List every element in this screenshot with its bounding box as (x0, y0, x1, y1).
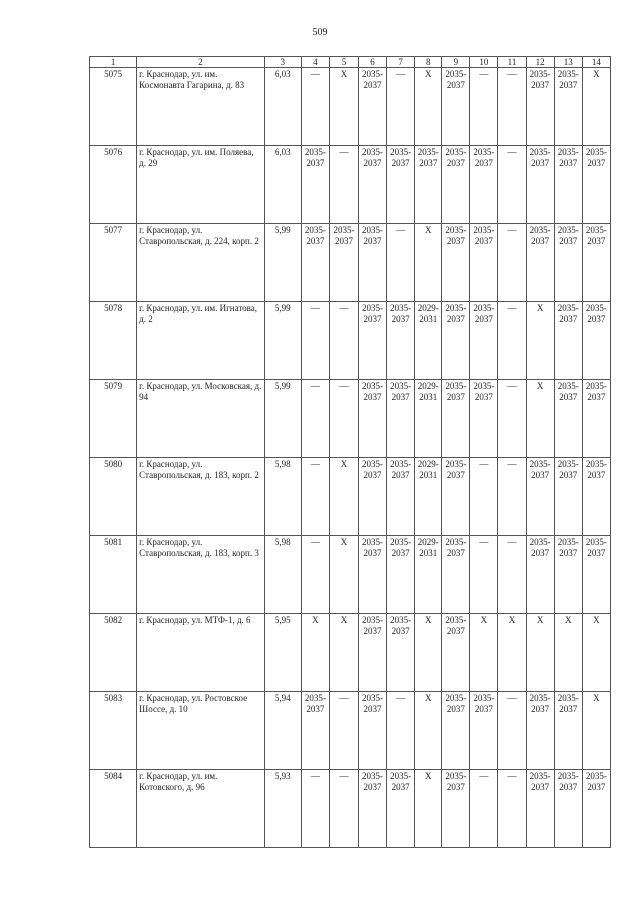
period-cell: 2029-2031 (415, 302, 442, 380)
column-header: 12 (526, 57, 554, 68)
period-cell: 2035-2037 (582, 380, 610, 458)
period-cell: 2035-2037 (301, 692, 329, 770)
period-cell: 2035-2037 (442, 770, 470, 848)
period-cell: 2035-2037 (470, 692, 498, 770)
value-cell: 5,99 (264, 302, 301, 380)
period-cell: — (329, 770, 358, 848)
period-cell: 2035-2037 (442, 536, 470, 614)
period-cell: — (470, 68, 498, 146)
period-cell: 2035-2037 (554, 380, 582, 458)
period-cell: Х (415, 224, 442, 302)
period-cell: 2035-2037 (359, 380, 387, 458)
period-cell: 2035-2037 (582, 146, 610, 224)
period-cell: 2035-2037 (526, 536, 554, 614)
column-header: 4 (301, 57, 329, 68)
period-cell: 2035-2037 (582, 302, 610, 380)
column-header: 5 (329, 57, 358, 68)
period-cell: 2035-2037 (387, 536, 415, 614)
period-cell: 2035-2037 (526, 224, 554, 302)
period-cell: — (498, 770, 526, 848)
period-cell: 2029-2031 (415, 380, 442, 458)
period-cell: 2035-2037 (359, 224, 387, 302)
period-cell: 2035-2037 (387, 302, 415, 380)
period-cell: — (301, 68, 329, 146)
row-number: 5075 (90, 68, 137, 146)
period-cell: — (498, 692, 526, 770)
period-cell: 2035-2037 (387, 770, 415, 848)
address-cell: г. Краснодар, ул. им. Игнатова, д. 2 (137, 302, 264, 380)
period-cell: 2035-2037 (526, 68, 554, 146)
period-cell: 2035-2037 (526, 458, 554, 536)
address-cell: г. Краснодар, ул. им. Котовского, д. 96 (137, 770, 264, 848)
column-header: 7 (387, 57, 415, 68)
column-header: 9 (442, 57, 470, 68)
period-cell: — (301, 536, 329, 614)
period-cell: Х (415, 770, 442, 848)
period-cell: Х (329, 536, 358, 614)
value-cell: 6,03 (264, 146, 301, 224)
table-body (90, 57, 611, 848)
period-cell: — (387, 68, 415, 146)
period-cell: 2035-2037 (526, 146, 554, 224)
period-cell: Х (415, 614, 442, 692)
period-cell: — (301, 458, 329, 536)
period-cell: 2035-2037 (554, 536, 582, 614)
column-header: 6 (359, 57, 387, 68)
period-cell: 2035-2037 (442, 458, 470, 536)
value-cell: 5,99 (264, 380, 301, 458)
column-header: 10 (470, 57, 498, 68)
period-cell: — (498, 536, 526, 614)
period-cell: Х (329, 68, 358, 146)
period-cell: 2029-2031 (415, 458, 442, 536)
column-header: 2 (137, 57, 264, 68)
period-cell: 2035-2037 (387, 458, 415, 536)
period-cell: Х (301, 614, 329, 692)
period-cell: 2035-2037 (526, 770, 554, 848)
period-cell: 2035-2037 (415, 146, 442, 224)
address-cell: г. Краснодар, ул. МТФ-1, д. 6 (137, 614, 264, 692)
row-number: 5078 (90, 302, 137, 380)
period-cell: — (498, 224, 526, 302)
period-cell: 2035-2037 (442, 692, 470, 770)
period-cell: Х (554, 614, 582, 692)
page-number: 509 (312, 27, 328, 38)
period-cell: — (329, 380, 358, 458)
period-cell: 2035-2037 (442, 146, 470, 224)
period-cell: 2035-2037 (359, 614, 387, 692)
period-cell: 2035-2037 (470, 380, 498, 458)
period-cell: Х (498, 614, 526, 692)
period-cell: 2029-2031 (415, 536, 442, 614)
address-cell: г. Краснодар, ул. Московская, д. 94 (137, 380, 264, 458)
address-cell: г. Краснодар, ул. Ростовское Шоссе, д. 10 (137, 692, 264, 770)
row-number: 5082 (90, 614, 137, 692)
period-cell: — (498, 146, 526, 224)
period-cell: — (387, 692, 415, 770)
period-cell: 2035-2037 (359, 68, 387, 146)
address-cell: г. Краснодар, ул. им. Поляева, д. 29 (137, 146, 264, 224)
period-cell: 2035-2037 (442, 224, 470, 302)
value-cell: 5,98 (264, 458, 301, 536)
period-cell: 2035-2037 (359, 458, 387, 536)
period-cell: 2035-2037 (582, 770, 610, 848)
period-cell: 2035-2037 (387, 614, 415, 692)
period-cell: Х (329, 458, 358, 536)
column-header: 3 (264, 57, 301, 68)
table-row (90, 224, 611, 302)
period-cell: 2035-2037 (582, 458, 610, 536)
period-cell: 2035-2037 (554, 224, 582, 302)
period-cell: — (498, 68, 526, 146)
period-cell: 2035-2037 (442, 302, 470, 380)
period-cell: — (470, 536, 498, 614)
period-cell: 2035-2037 (554, 458, 582, 536)
period-cell: 2035-2037 (359, 536, 387, 614)
period-cell: 2035-2037 (329, 224, 358, 302)
value-cell: 6,03 (264, 68, 301, 146)
row-number: 5079 (90, 380, 137, 458)
period-cell: — (301, 380, 329, 458)
row-number: 5080 (90, 458, 137, 536)
period-cell: 2035-2037 (359, 146, 387, 224)
period-cell: 2035-2037 (582, 536, 610, 614)
row-number: 5076 (90, 146, 137, 224)
table-row (90, 302, 611, 380)
period-cell: Х (582, 692, 610, 770)
value-cell: 5,99 (264, 224, 301, 302)
period-cell: 2035-2037 (554, 692, 582, 770)
period-cell: Х (582, 68, 610, 146)
period-cell: — (329, 692, 358, 770)
period-cell: 2035-2037 (387, 146, 415, 224)
address-cell: г. Краснодар, ул. Ставропольская, д. 224, корп. 2 (137, 224, 264, 302)
period-cell: 2035-2037 (359, 770, 387, 848)
period-cell: Х (582, 614, 610, 692)
period-cell: 2035-2037 (554, 68, 582, 146)
row-number: 5083 (90, 692, 137, 770)
column-header: 1 (90, 57, 137, 68)
period-cell: — (470, 458, 498, 536)
period-cell: 2035-2037 (554, 302, 582, 380)
address-cell: г. Краснодар, ул. им. Космонавта Гагарина, д. 83 (137, 68, 264, 146)
period-cell: Х (526, 380, 554, 458)
period-cell: — (498, 302, 526, 380)
table-row (90, 536, 611, 614)
table-row (90, 68, 611, 146)
register-table (89, 56, 611, 848)
period-cell: 2035-2037 (554, 146, 582, 224)
period-cell: — (329, 146, 358, 224)
period-cell: Х (415, 692, 442, 770)
period-cell: — (301, 770, 329, 848)
value-cell: 5,93 (264, 770, 301, 848)
column-header: 14 (582, 57, 610, 68)
period-cell: 2035-2037 (359, 692, 387, 770)
period-cell: — (387, 224, 415, 302)
row-number: 5081 (90, 536, 137, 614)
period-cell: 2035-2037 (470, 146, 498, 224)
period-cell: Х (526, 614, 554, 692)
table-row (90, 146, 611, 224)
period-cell: 2035-2037 (442, 68, 470, 146)
address-cell: г. Краснодар, ул. Ставропольская, д. 183, корп. 2 (137, 458, 264, 536)
period-cell: 2035-2037 (470, 224, 498, 302)
header-row (90, 57, 611, 68)
column-header: 13 (554, 57, 582, 68)
period-cell: — (301, 302, 329, 380)
table-row (90, 770, 611, 848)
period-cell: 2035-2037 (301, 224, 329, 302)
table-row (90, 380, 611, 458)
column-header: 8 (415, 57, 442, 68)
period-cell: 2035-2037 (554, 770, 582, 848)
period-cell: — (498, 380, 526, 458)
period-cell: 2035-2037 (526, 692, 554, 770)
period-cell: — (329, 302, 358, 380)
period-cell: Х (526, 302, 554, 380)
row-number: 5077 (90, 224, 137, 302)
column-header: 11 (498, 57, 526, 68)
table-row (90, 614, 611, 692)
period-cell: 2035-2037 (359, 302, 387, 380)
value-cell: 5,94 (264, 692, 301, 770)
period-cell: — (498, 458, 526, 536)
row-number: 5084 (90, 770, 137, 848)
value-cell: 5,95 (264, 614, 301, 692)
period-cell: 2035-2037 (442, 380, 470, 458)
period-cell: 2035-2037 (582, 224, 610, 302)
period-cell: 2035-2037 (387, 380, 415, 458)
table-row (90, 692, 611, 770)
period-cell: Х (470, 614, 498, 692)
period-cell: 2035-2037 (442, 614, 470, 692)
period-cell: 2035-2037 (301, 146, 329, 224)
address-cell: г. Краснодар, ул. Ставропольская, д. 183, корп. 3 (137, 536, 264, 614)
period-cell: Х (329, 614, 358, 692)
period-cell: 2035-2037 (470, 302, 498, 380)
period-cell: Х (415, 68, 442, 146)
period-cell: — (470, 770, 498, 848)
value-cell: 5,98 (264, 536, 301, 614)
table-row (90, 458, 611, 536)
